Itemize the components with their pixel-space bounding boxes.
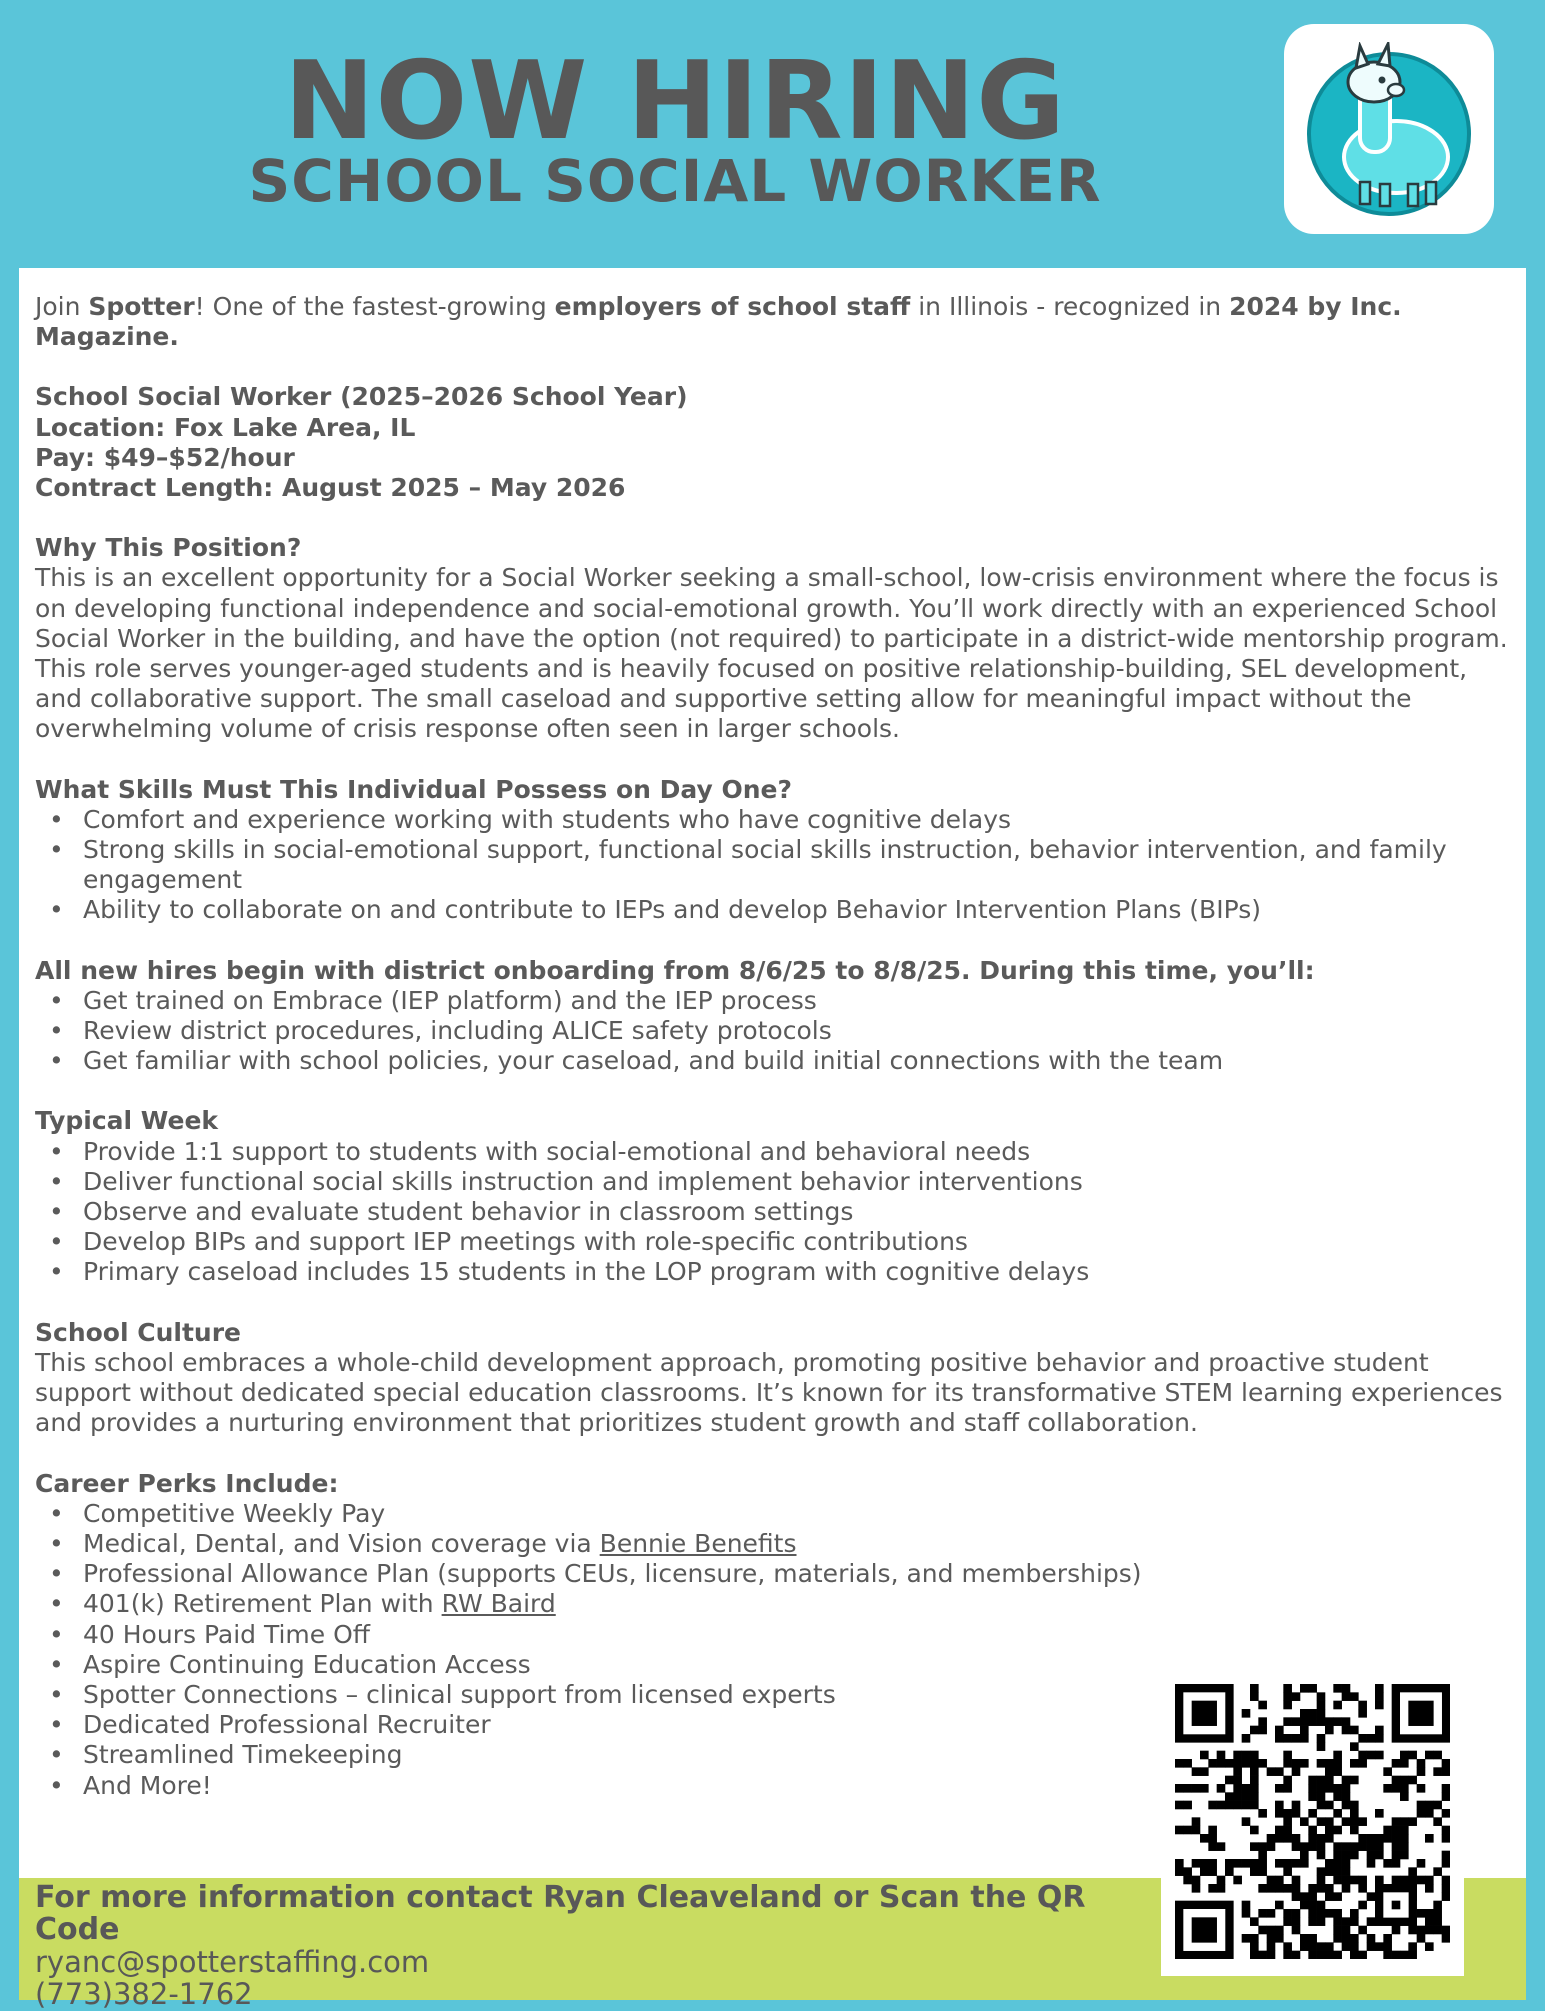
- header-banner: [0, 0, 1545, 268]
- company-name: Spotter: [88, 292, 195, 321]
- list-item: • Professional Allowance Plan (supports CEUs, licensure, materials, and memberships): [83, 1559, 1515, 1589]
- job-pay: Pay: $49–$52/hour: [35, 442, 295, 472]
- culture-paragraph: This school embraces a whole-child development approach, promoting positive behavior and proactive student support without dedicated special education classrooms. It’s known for its transformative STEM learning experiences and provides a nurturing environment that prioritizes student growth and staff collaboration.: [35, 1347, 1503, 1438]
- job-location: Location: Fox Lake Area, IL: [35, 412, 416, 442]
- skills-heading: What Skills Must This Individual Possess on Day One?: [35, 774, 793, 804]
- list-item: • Review district procedures, including ALICE safety protocols: [83, 1016, 1515, 1046]
- list-item: • Develop BIPs and support IEP meetings with role-specific contributions: [83, 1227, 1515, 1257]
- list-item: • 40 Hours Paid Time Off: [83, 1620, 1515, 1650]
- page-subtitle: SCHOOL SOCIAL WORKER: [248, 147, 1102, 215]
- list-item: • And More!: [83, 1771, 1515, 1801]
- why-paragraph: This is an excellent opportunity for a Social Worker seeking a small-school, low-crisis environment where the focus is on developing functional independence and social-emotional growth. You’ll work directly with an experienced School Social Worker in the building, and have the option (not required) to participate in a district-wide mentorship program. This role serves younger-aged students and is heavily focused on positive relationship-building, SEL development, and collaborative support. The small caseload and supportive setting allow for meaningful impact without the overwhelming volume of crisis response often seen in larger schools.: [35, 563, 1508, 744]
- week-heading: Typical Week: [35, 1106, 219, 1136]
- onboarding-list: [35, 986, 1515, 1077]
- list-item: • Dedicated Professional Recruiter: [83, 1710, 1515, 1740]
- job-description-panel: [19, 268, 1526, 1878]
- list-item: • Comfort and experience working with students who have cognitive delays: [83, 805, 1515, 835]
- list-item: • Deliver functional social skills instruction and implement behavior interventions: [83, 1167, 1515, 1197]
- intro-paragraph: Join Spotter! One of the fastest-growing employers of school staff in Illinois - recognized in 2024 by Inc. Magazine.: [35, 292, 1402, 352]
- list-item: • Streamlined Timekeeping: [83, 1740, 1515, 1770]
- skills-list: [35, 805, 1515, 926]
- contact-line: For more information contact Ryan Cleaveland or Scan the QR Code: [35, 1880, 1086, 1947]
- job-contract: Contract Length: August 2025 – May 2026: [35, 473, 626, 503]
- onboarding-heading: All new hires begin with district onboarding from 8/6/25 to 8/8/25. During this time, you’ll:: [35, 955, 1315, 985]
- rw-baird-link[interactable]: RW Baird: [441, 1589, 556, 1619]
- list-item: • Get familiar with school policies, your caseload, and build initial connections with the team: [83, 1046, 1515, 1076]
- list-item: • Primary caseload includes 15 students in the LOP program with cognitive delays: [83, 1257, 1515, 1287]
- qr-code-icon[interactable]: [1175, 1684, 1450, 1959]
- alpaca-logo-icon: [1304, 42, 1474, 217]
- list-item: • Competitive Weekly Pay: [83, 1499, 1515, 1529]
- list-item: • Ability to collaborate on and contribute to IEPs and develop Behavior Intervention Plans (BIPs): [83, 895, 1515, 925]
- page-title: NOW HIRING: [284, 39, 1066, 164]
- contact-email[interactable]: ryanc@spotterstaffing.com: [35, 1945, 430, 1979]
- list-item: • 401(k) Retirement Plan with RW Baird: [83, 1589, 1515, 1619]
- list-item: • Aspire Continuing Education Access: [83, 1650, 1515, 1680]
- qr-code-card[interactable]: [1161, 1660, 1464, 1976]
- list-item: • Get trained on Embrace (IEP platform) and the IEP process: [83, 986, 1515, 1016]
- culture-heading: School Culture: [35, 1317, 241, 1347]
- why-heading: Why This Position?: [35, 533, 302, 563]
- list-item: • Spotter Connections – clinical support from licensed experts: [83, 1680, 1515, 1710]
- list-item: • Medical, Dental, and Vision coverage via Bennie Benefits: [83, 1529, 1515, 1559]
- perks-heading: Career Perks Include:: [35, 1468, 339, 1498]
- week-list: [35, 1137, 1515, 1288]
- logo-card: [1284, 24, 1494, 234]
- list-item: • Observe and evaluate student behavior in classroom settings: [83, 1197, 1515, 1227]
- contact-phone[interactable]: (773)382-1762: [35, 1977, 253, 2011]
- list-item: • Provide 1:1 support to students with social-emotional and behavioral needs: [83, 1137, 1515, 1167]
- bennie-benefits-link[interactable]: Bennie Benefits: [599, 1528, 797, 1558]
- job-title: School Social Worker (2025–2026 School Year): [35, 382, 688, 412]
- list-item: • Strong skills in social-emotional support, functional social skills instruction, behavior intervention, and family engagement: [83, 835, 1515, 895]
